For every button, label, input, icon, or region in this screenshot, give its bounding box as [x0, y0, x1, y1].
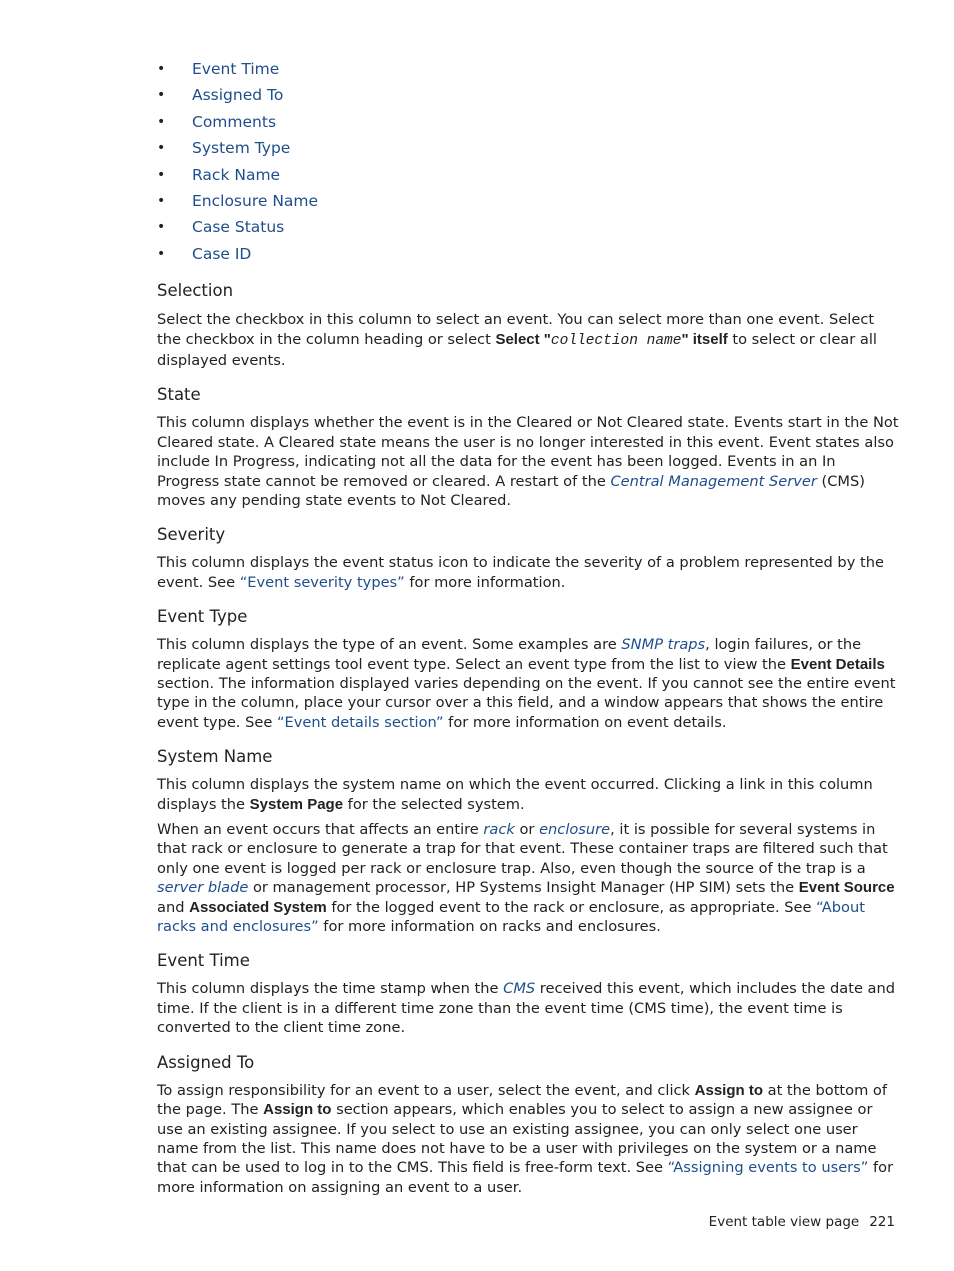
heading-system-name: System Name — [157, 747, 273, 767]
text: , login failures, or the replicate agent settings tool event type. Select an event type from the list to view the — [157, 636, 862, 673]
bold-text: Event Source — [798, 879, 895, 897]
bullet-icon: • — [157, 192, 166, 209]
list-item — [157, 216, 899, 242]
text: This column displays the time stamp when the — [157, 980, 504, 998]
link-server-blade[interactable]: server blade — [157, 879, 249, 897]
link-case-id[interactable]: Case ID — [192, 244, 252, 263]
text: section appears, which enables you to select to assign a new assignee or use an existing assignee. If you select to use an existing assignee, you can only select one user name from the list. This name does not have to be a user with privileges on the system or a name that can be used to log in to the CMS. This field is free-form text. See — [157, 1101, 877, 1177]
link-snmp-traps[interactable]: SNMP traps — [621, 636, 706, 654]
bullet-icon: • — [157, 245, 166, 262]
text: for more information on assigning an event to a user. — [157, 1159, 894, 1196]
bold-text: Assign to — [694, 1081, 763, 1099]
bold-text: Assign to — [263, 1101, 332, 1119]
list-item — [157, 111, 899, 137]
text: for more information. — [404, 573, 566, 591]
text: section. The information displayed varies depending on the event. If you cannot see the entire event type in the column, place your cursor over a this field, and a window appears that shows the entire event type. See — [157, 675, 896, 731]
footer-title: Event table view page — [708, 1214, 860, 1230]
heading-assigned-to: Assigned To — [157, 1052, 255, 1072]
paragraph-event-type — [157, 635, 899, 732]
bold-text: Select " — [495, 330, 551, 348]
text: When an event occurs that affects an entire — [157, 821, 484, 839]
link-assigned-to[interactable]: Assigned To — [192, 86, 284, 105]
link-rack[interactable]: rack — [483, 821, 515, 839]
text: This column displays the event status icon to indicate the severity of a problem represented by the event. See — [157, 554, 884, 591]
link-event-severity-types[interactable]: “Event severity types” — [239, 573, 405, 591]
link-central-management-server[interactable]: Central Management Server — [610, 472, 817, 490]
link-cms[interactable]: CMS — [503, 980, 536, 998]
link-rack-name[interactable]: Rack Name — [192, 165, 281, 184]
list-item — [157, 137, 899, 163]
text: for the logged event to the rack or enclosure, as appropriate. See — [326, 898, 817, 916]
link-event-details-section[interactable]: “Event details section” — [276, 713, 444, 731]
paragraph-event-time — [157, 979, 899, 1037]
list-item — [157, 84, 899, 110]
list-item — [157, 243, 899, 269]
list-item — [157, 190, 899, 216]
bullet-icon: • — [157, 87, 166, 104]
link-system-type[interactable]: System Type — [192, 139, 291, 158]
link-enclosure[interactable]: enclosure — [539, 821, 611, 839]
bold-text: " itself — [681, 330, 728, 348]
bullet-icon: • — [157, 166, 166, 183]
bullet-icon: • — [157, 219, 166, 236]
link-about-racks-and-enclosures[interactable]: “About racks and enclosures” — [157, 898, 865, 936]
paragraph-state — [157, 413, 899, 510]
text: (CMS) moves any pending state events to Not Cleared. — [157, 472, 865, 509]
text: at the bottom of the page. The — [157, 1081, 888, 1119]
link-event-time[interactable]: Event Time — [192, 60, 280, 78]
text: and — [157, 898, 190, 916]
bullet-icon: • — [157, 61, 166, 77]
bold-text: Event Details — [790, 655, 885, 673]
page-number: 221 — [869, 1214, 895, 1230]
text: for more information on racks and enclosures. — [318, 918, 661, 936]
heading-severity: Severity — [157, 525, 226, 545]
text: This column displays whether the event is in the Cleared or Not Cleared state. Events start in the Not Cleared state. A Cleared state means the user is no longer interested in this event. Event states also include In Progress, indicating not all the data for the event has been logged. Events in an In Progress state cannot be removed or cleared. A restart of the — [157, 414, 899, 490]
bold-text: Associated System — [189, 898, 327, 916]
link-case-status[interactable]: Case Status — [192, 218, 285, 237]
heading-event-time: Event Time — [157, 951, 250, 971]
paragraph-assigned-to — [157, 1081, 899, 1197]
column-link-list — [157, 58, 899, 269]
paragraph-selection — [157, 310, 899, 370]
text: Select the checkbox in this column to select an event. You can select more than one event. Select the checkbox in the column heading or select — [157, 311, 875, 348]
paragraph-severity — [157, 553, 899, 592]
bold-text: System Page — [249, 795, 344, 813]
text: or management processor, HP Systems Insight Manager (HP SIM) sets the — [248, 879, 799, 897]
text: for more information on event details. — [443, 713, 727, 731]
text: , it is possible for several systems in that rack or enclosure to generate a trap for that event. These container traps are filtered such that only one event is logged per rack or enclosure trap. Also, even though the source of the trap is a — [157, 821, 888, 877]
paragraph-system-name-1 — [157, 775, 899, 814]
bullet-icon: • — [157, 140, 166, 157]
text: to select or clear all displayed events. — [157, 330, 877, 369]
text: To assign responsibility for an event to a user, select the event, and click — [157, 1081, 695, 1099]
text: for the selected system. — [343, 795, 525, 813]
code-text: collection name — [550, 332, 682, 349]
paragraph-system-name-2 — [157, 820, 899, 936]
page-footer — [709, 1214, 895, 1230]
list-item — [157, 164, 899, 190]
text: This column displays the system name on which the event occurred. Clicking a link in this column displays the — [157, 776, 873, 813]
list-item — [157, 58, 899, 84]
link-comments[interactable]: Comments — [192, 112, 277, 131]
bullet-icon: • — [157, 113, 166, 130]
link-enclosure-name[interactable]: Enclosure Name — [192, 191, 319, 210]
link-assigning-events-to-users[interactable]: “Assigning events to users” — [667, 1159, 869, 1177]
heading-state: State — [157, 385, 201, 405]
heading-event-type: Event Type — [157, 607, 248, 627]
heading-selection: Selection — [157, 281, 234, 301]
text: or — [514, 821, 540, 839]
text: received this event, which includes the date and time. If the client is in a different time zone than the event time (CMS time), the event time is converted to the client time zone. — [157, 980, 896, 1037]
text: This column displays the type of an event. Some examples are — [157, 636, 622, 654]
page-content — [157, 58, 899, 1197]
